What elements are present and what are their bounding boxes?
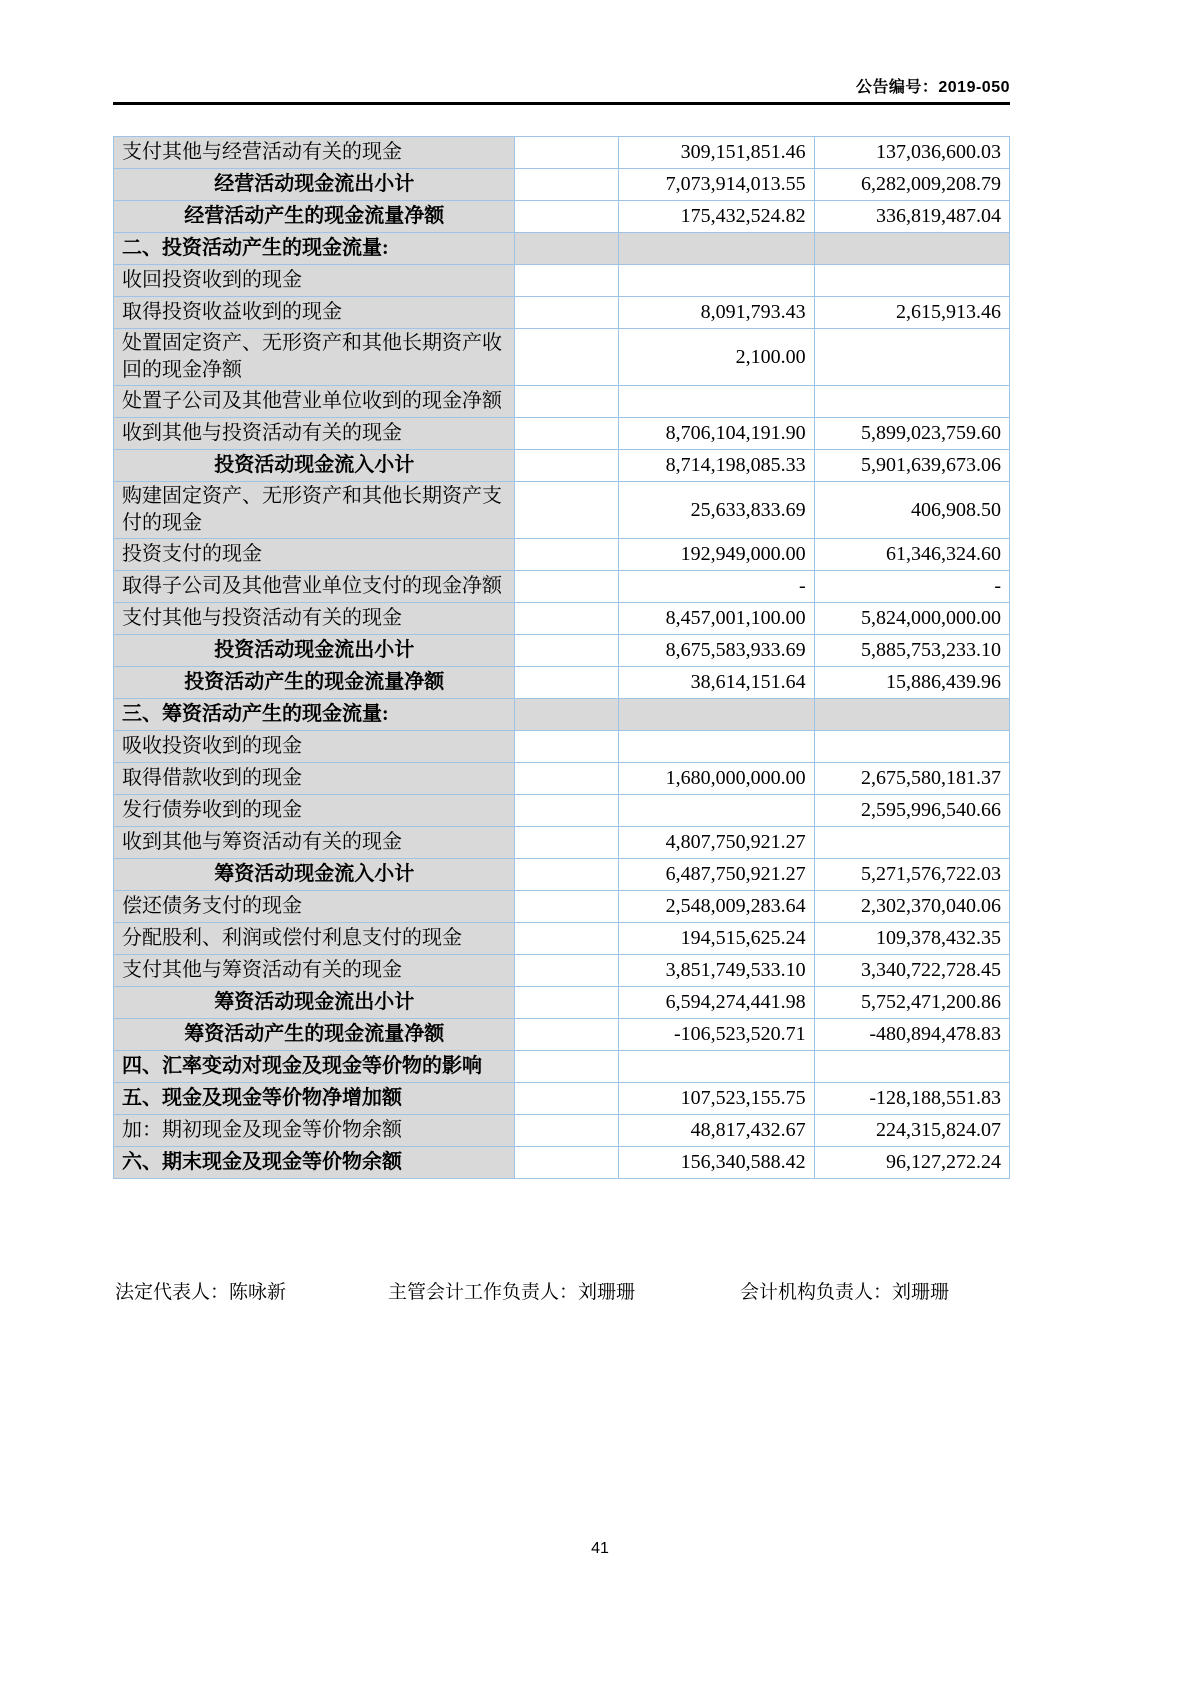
- row-amount-current: 192,949,000.00: [619, 539, 814, 571]
- table-row: [114, 603, 1010, 635]
- table-row: [114, 169, 1010, 201]
- row-note-cell: [515, 329, 619, 386]
- row-label: 处置固定资产、无形资产和其他长期资产收回的现金净额: [114, 329, 515, 386]
- row-note-cell: [515, 265, 619, 297]
- row-amount-current: [619, 731, 814, 763]
- row-note-cell: [515, 955, 619, 987]
- row-amount-prior: 5,752,471,200.86: [814, 987, 1009, 1019]
- table-row: [114, 137, 1010, 169]
- row-label: 三、筹资活动产生的现金流量:: [114, 699, 515, 731]
- row-amount-prior: -: [814, 571, 1009, 603]
- table-row: [114, 1051, 1010, 1083]
- row-amount-prior: -480,894,478.83: [814, 1019, 1009, 1051]
- row-note-cell: [515, 763, 619, 795]
- table-row: [114, 265, 1010, 297]
- row-amount-current: [619, 233, 814, 265]
- table-row: [114, 699, 1010, 731]
- row-note-cell: [515, 137, 619, 169]
- table-row: [114, 329, 1010, 386]
- chief-accounting-officer-signature: 主管会计工作负责人：刘珊珊: [388, 1282, 636, 1303]
- table-row: [114, 201, 1010, 233]
- row-amount-current: 7,073,914,013.55: [619, 169, 814, 201]
- table-row: [114, 923, 1010, 955]
- announcement-number: 公告编号：2019-050: [113, 0, 1010, 105]
- table-row: [114, 297, 1010, 329]
- row-note-cell: [515, 827, 619, 859]
- row-label: 投资活动现金流入小计: [114, 450, 515, 482]
- row-amount-prior: 15,886,439.96: [814, 667, 1009, 699]
- row-note-cell: [515, 859, 619, 891]
- row-amount-prior: 3,340,722,728.45: [814, 955, 1009, 987]
- row-label: 收到其他与筹资活动有关的现金: [114, 827, 515, 859]
- page-number: 41: [591, 1540, 609, 1557]
- table-row: [114, 731, 1010, 763]
- row-amount-current: 25,633,833.69: [619, 482, 814, 539]
- row-amount-prior: 336,819,487.04: [814, 201, 1009, 233]
- row-label: 筹资活动产生的现金流量净额: [114, 1019, 515, 1051]
- table-row: [114, 571, 1010, 603]
- row-amount-current: 1,680,000,000.00: [619, 763, 814, 795]
- row-label: 六、期末现金及现金等价物余额: [114, 1147, 515, 1179]
- row-label: 支付其他与经营活动有关的现金: [114, 137, 515, 169]
- row-amount-current: [619, 795, 814, 827]
- row-amount-current: -: [619, 571, 814, 603]
- row-label: 取得子公司及其他营业单位支付的现金净额: [114, 571, 515, 603]
- row-note-cell: [515, 603, 619, 635]
- accounting-department-head-signature: 会计机构负责人：刘珊珊: [740, 1282, 950, 1303]
- table-row: [114, 955, 1010, 987]
- row-label: 支付其他与投资活动有关的现金: [114, 603, 515, 635]
- table-row: [114, 418, 1010, 450]
- row-amount-current: 8,675,583,933.69: [619, 635, 814, 667]
- row-amount-prior: 2,302,370,040.06: [814, 891, 1009, 923]
- row-amount-prior: 2,615,913.46: [814, 297, 1009, 329]
- row-amount-prior: [814, 699, 1009, 731]
- row-note-cell: [515, 923, 619, 955]
- row-label: 分配股利、利润或偿付利息支付的现金: [114, 923, 515, 955]
- row-amount-current: 6,594,274,441.98: [619, 987, 814, 1019]
- table-row: [114, 827, 1010, 859]
- row-label: 加：期初现金及现金等价物余额: [114, 1115, 515, 1147]
- row-amount-prior: 96,127,272.24: [814, 1147, 1009, 1179]
- row-amount-prior: [814, 731, 1009, 763]
- row-amount-prior: 109,378,432.35: [814, 923, 1009, 955]
- row-note-cell: [515, 450, 619, 482]
- row-amount-current: 107,523,155.75: [619, 1083, 814, 1115]
- row-label: 四、汇率变动对现金及现金等价物的影响: [114, 1051, 515, 1083]
- row-amount-prior: [814, 265, 1009, 297]
- row-amount-current: 2,548,009,283.64: [619, 891, 814, 923]
- row-label: 投资活动现金流出小计: [114, 635, 515, 667]
- row-label: 吸收投资收到的现金: [114, 731, 515, 763]
- row-amount-current: [619, 386, 814, 418]
- table-row: [114, 987, 1010, 1019]
- row-amount-current: 8,457,001,100.00: [619, 603, 814, 635]
- row-amount-prior: 2,595,996,540.66: [814, 795, 1009, 827]
- row-amount-prior: 5,885,753,233.10: [814, 635, 1009, 667]
- row-amount-prior: [814, 233, 1009, 265]
- row-note-cell: [515, 891, 619, 923]
- table-row: [114, 763, 1010, 795]
- row-note-cell: [515, 699, 619, 731]
- row-amount-current: 6,487,750,921.27: [619, 859, 814, 891]
- table-row: [114, 233, 1010, 265]
- row-note-cell: [515, 1115, 619, 1147]
- table-row: [114, 1115, 1010, 1147]
- table-row: [114, 539, 1010, 571]
- row-amount-prior: 5,899,023,759.60: [814, 418, 1009, 450]
- row-amount-prior: 5,824,000,000.00: [814, 603, 1009, 635]
- row-label: 收到其他与投资活动有关的现金: [114, 418, 515, 450]
- row-amount-current: 8,091,793.43: [619, 297, 814, 329]
- row-label: 筹资活动现金流出小计: [114, 987, 515, 1019]
- table-row: [114, 1147, 1010, 1179]
- row-note-cell: [515, 201, 619, 233]
- row-note-cell: [515, 795, 619, 827]
- row-note-cell: [515, 418, 619, 450]
- cash-flow-table-body: [114, 137, 1010, 1179]
- row-amount-current: 2,100.00: [619, 329, 814, 386]
- row-amount-prior: 5,901,639,673.06: [814, 450, 1009, 482]
- row-note-cell: [515, 1147, 619, 1179]
- row-note-cell: [515, 987, 619, 1019]
- row-label: 取得借款收到的现金: [114, 763, 515, 795]
- row-note-cell: [515, 667, 619, 699]
- row-amount-prior: 6,282,009,208.79: [814, 169, 1009, 201]
- row-note-cell: [515, 731, 619, 763]
- row-label: 取得投资收益收到的现金: [114, 297, 515, 329]
- row-amount-prior: -128,188,551.83: [814, 1083, 1009, 1115]
- row-note-cell: [515, 571, 619, 603]
- row-note-cell: [515, 635, 619, 667]
- row-amount-prior: [814, 1051, 1009, 1083]
- row-amount-current: -106,523,520.71: [619, 1019, 814, 1051]
- row-note-cell: [515, 386, 619, 418]
- row-note-cell: [515, 233, 619, 265]
- row-label: 二、投资活动产生的现金流量:: [114, 233, 515, 265]
- row-amount-current: 156,340,588.42: [619, 1147, 814, 1179]
- row-label: 筹资活动现金流入小计: [114, 859, 515, 891]
- row-amount-prior: [814, 386, 1009, 418]
- row-label: 经营活动产生的现金流量净额: [114, 201, 515, 233]
- table-row: [114, 891, 1010, 923]
- table-row: [114, 386, 1010, 418]
- table-row: [114, 859, 1010, 891]
- row-amount-prior: 406,908.50: [814, 482, 1009, 539]
- signature-line: [113, 1277, 1010, 1307]
- row-note-cell: [515, 297, 619, 329]
- row-amount-current: 4,807,750,921.27: [619, 827, 814, 859]
- row-label: 投资活动产生的现金流量净额: [114, 667, 515, 699]
- table-row: [114, 1083, 1010, 1115]
- row-amount-current: 38,614,151.64: [619, 667, 814, 699]
- row-label: 发行债券收到的现金: [114, 795, 515, 827]
- row-amount-current: 309,151,851.46: [619, 137, 814, 169]
- row-amount-prior: 2,675,580,181.37: [814, 763, 1009, 795]
- row-label: 投资支付的现金: [114, 539, 515, 571]
- row-note-cell: [515, 169, 619, 201]
- document-content: [113, 0, 1010, 1307]
- row-note-cell: [515, 1051, 619, 1083]
- row-amount-prior: 224,315,824.07: [814, 1115, 1009, 1147]
- table-row: [114, 1019, 1010, 1051]
- table-row: [114, 795, 1010, 827]
- row-note-cell: [515, 1019, 619, 1051]
- row-amount-current: 175,432,524.82: [619, 201, 814, 233]
- cash-flow-table: [113, 136, 1010, 1179]
- row-note-cell: [515, 482, 619, 539]
- row-amount-current: 8,706,104,191.90: [619, 418, 814, 450]
- row-note-cell: [515, 1083, 619, 1115]
- row-amount-prior: 137,036,600.03: [814, 137, 1009, 169]
- table-row: [114, 450, 1010, 482]
- row-amount-prior: 61,346,324.60: [814, 539, 1009, 571]
- row-label: 收回投资收到的现金: [114, 265, 515, 297]
- row-label: 购建固定资产、无形资产和其他长期资产支付的现金: [114, 482, 515, 539]
- row-amount-current: [619, 699, 814, 731]
- row-amount-current: [619, 265, 814, 297]
- table-row: [114, 635, 1010, 667]
- row-label: 支付其他与筹资活动有关的现金: [114, 955, 515, 987]
- row-amount-current: 48,817,432.67: [619, 1115, 814, 1147]
- row-label: 五、现金及现金等价物净增加额: [114, 1083, 515, 1115]
- table-row: [114, 482, 1010, 539]
- row-label: 处置子公司及其他营业单位收到的现金净额: [114, 386, 515, 418]
- row-amount-prior: [814, 827, 1009, 859]
- row-label: 偿还债务支付的现金: [114, 891, 515, 923]
- row-amount-current: [619, 1051, 814, 1083]
- row-amount-prior: [814, 329, 1009, 386]
- row-amount-prior: 5,271,576,722.03: [814, 859, 1009, 891]
- row-amount-current: 8,714,198,085.33: [619, 450, 814, 482]
- legal-representative-signature: 法定代表人：陈咏新: [115, 1282, 287, 1303]
- row-amount-current: 194,515,625.24: [619, 923, 814, 955]
- row-note-cell: [515, 539, 619, 571]
- row-amount-current: 3,851,749,533.10: [619, 955, 814, 987]
- row-label: 经营活动现金流出小计: [114, 169, 515, 201]
- table-row: [114, 667, 1010, 699]
